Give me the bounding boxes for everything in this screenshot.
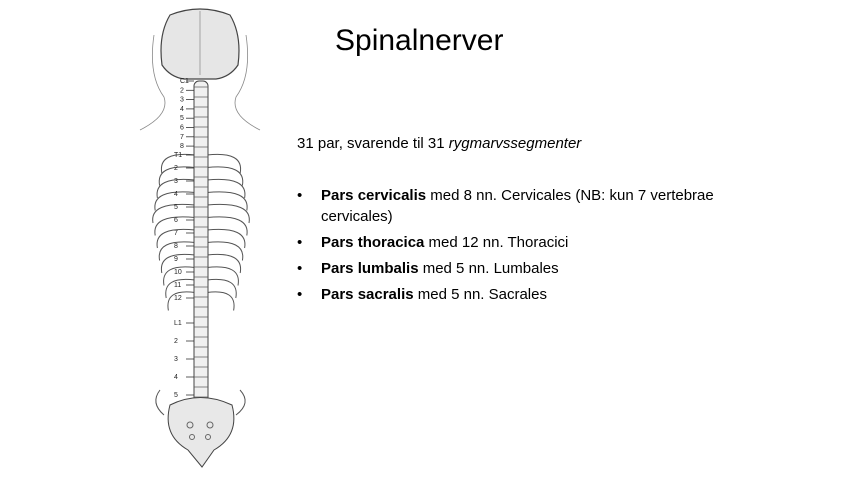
bullet-text: med 5 nn. Lumbales [418, 260, 559, 277]
segment-label: 12 [174, 295, 182, 302]
bullet-dot: • [297, 260, 303, 277]
bullet-dot: • [297, 187, 303, 204]
bullet-item-sacralis [297, 284, 787, 305]
rib [207, 267, 238, 286]
segment-label: 7 [174, 230, 178, 237]
bullet-term: Pars cervicalis [321, 187, 427, 204]
rib [207, 279, 236, 298]
segment-label: 9 [174, 256, 178, 263]
segment-label: 2 [174, 165, 178, 172]
spine-illustration [130, 5, 270, 475]
segment-label: 4 [180, 105, 184, 113]
segment-label: 3 [174, 178, 178, 185]
segment-label: 4 [174, 191, 178, 198]
segment-label: L1 [174, 320, 182, 327]
segment-label: 4 [174, 374, 178, 381]
segment-label: 8 [180, 143, 184, 151]
bullet-text: med 5 nn. Sacrales [413, 286, 547, 303]
intro-text [297, 135, 581, 152]
rib [207, 292, 234, 311]
bullet-term: Pars sacralis [321, 286, 414, 303]
slide-title: Spinalnerver [335, 24, 504, 57]
rib [207, 254, 241, 273]
sacrum [168, 398, 234, 468]
bullet-list [297, 185, 787, 310]
segment-label: 5 [174, 204, 178, 211]
bullet-item-lumbalis [297, 258, 787, 279]
segment-label: 3 [180, 96, 184, 104]
segment-label: 2 [174, 338, 178, 345]
segment-label: 10 [174, 269, 182, 276]
segment-label: T1 [174, 152, 183, 159]
rib [207, 204, 249, 223]
spinal-column [194, 81, 208, 411]
bullet-text: med 8 nn. Cervicales (NB: kun 7 vertebrae cervicales) [321, 187, 714, 225]
segment-label: 2 [180, 87, 184, 95]
segment-label: 8 [174, 243, 178, 250]
segment-label: 3 [174, 356, 178, 363]
bullet-term: Pars thoracica [321, 234, 425, 251]
segment-label: 6 [180, 124, 184, 132]
segment-label: C1 [180, 78, 189, 85]
segment-label: 6 [174, 217, 178, 224]
segment-label: 11 [174, 282, 182, 289]
segment-label: 7 [180, 133, 184, 141]
intro-plain: 31 par, svarende til 31 [297, 135, 449, 152]
bullet-item-thoracica [297, 232, 787, 253]
bullet-dot: • [297, 234, 303, 251]
rib [207, 242, 243, 261]
bullet-dot: • [297, 286, 303, 303]
segment-label: 5 [180, 115, 184, 123]
intro-emphasis: rygmarvssegmenter [448, 135, 582, 152]
rib [207, 229, 245, 248]
segment-label: 5 [174, 392, 178, 399]
bullet-item-cervicalis [297, 185, 787, 227]
bullet-text: med 12 nn. Thoracici [424, 234, 569, 251]
bullet-term: Pars lumbalis [321, 260, 419, 277]
rib [207, 217, 247, 236]
